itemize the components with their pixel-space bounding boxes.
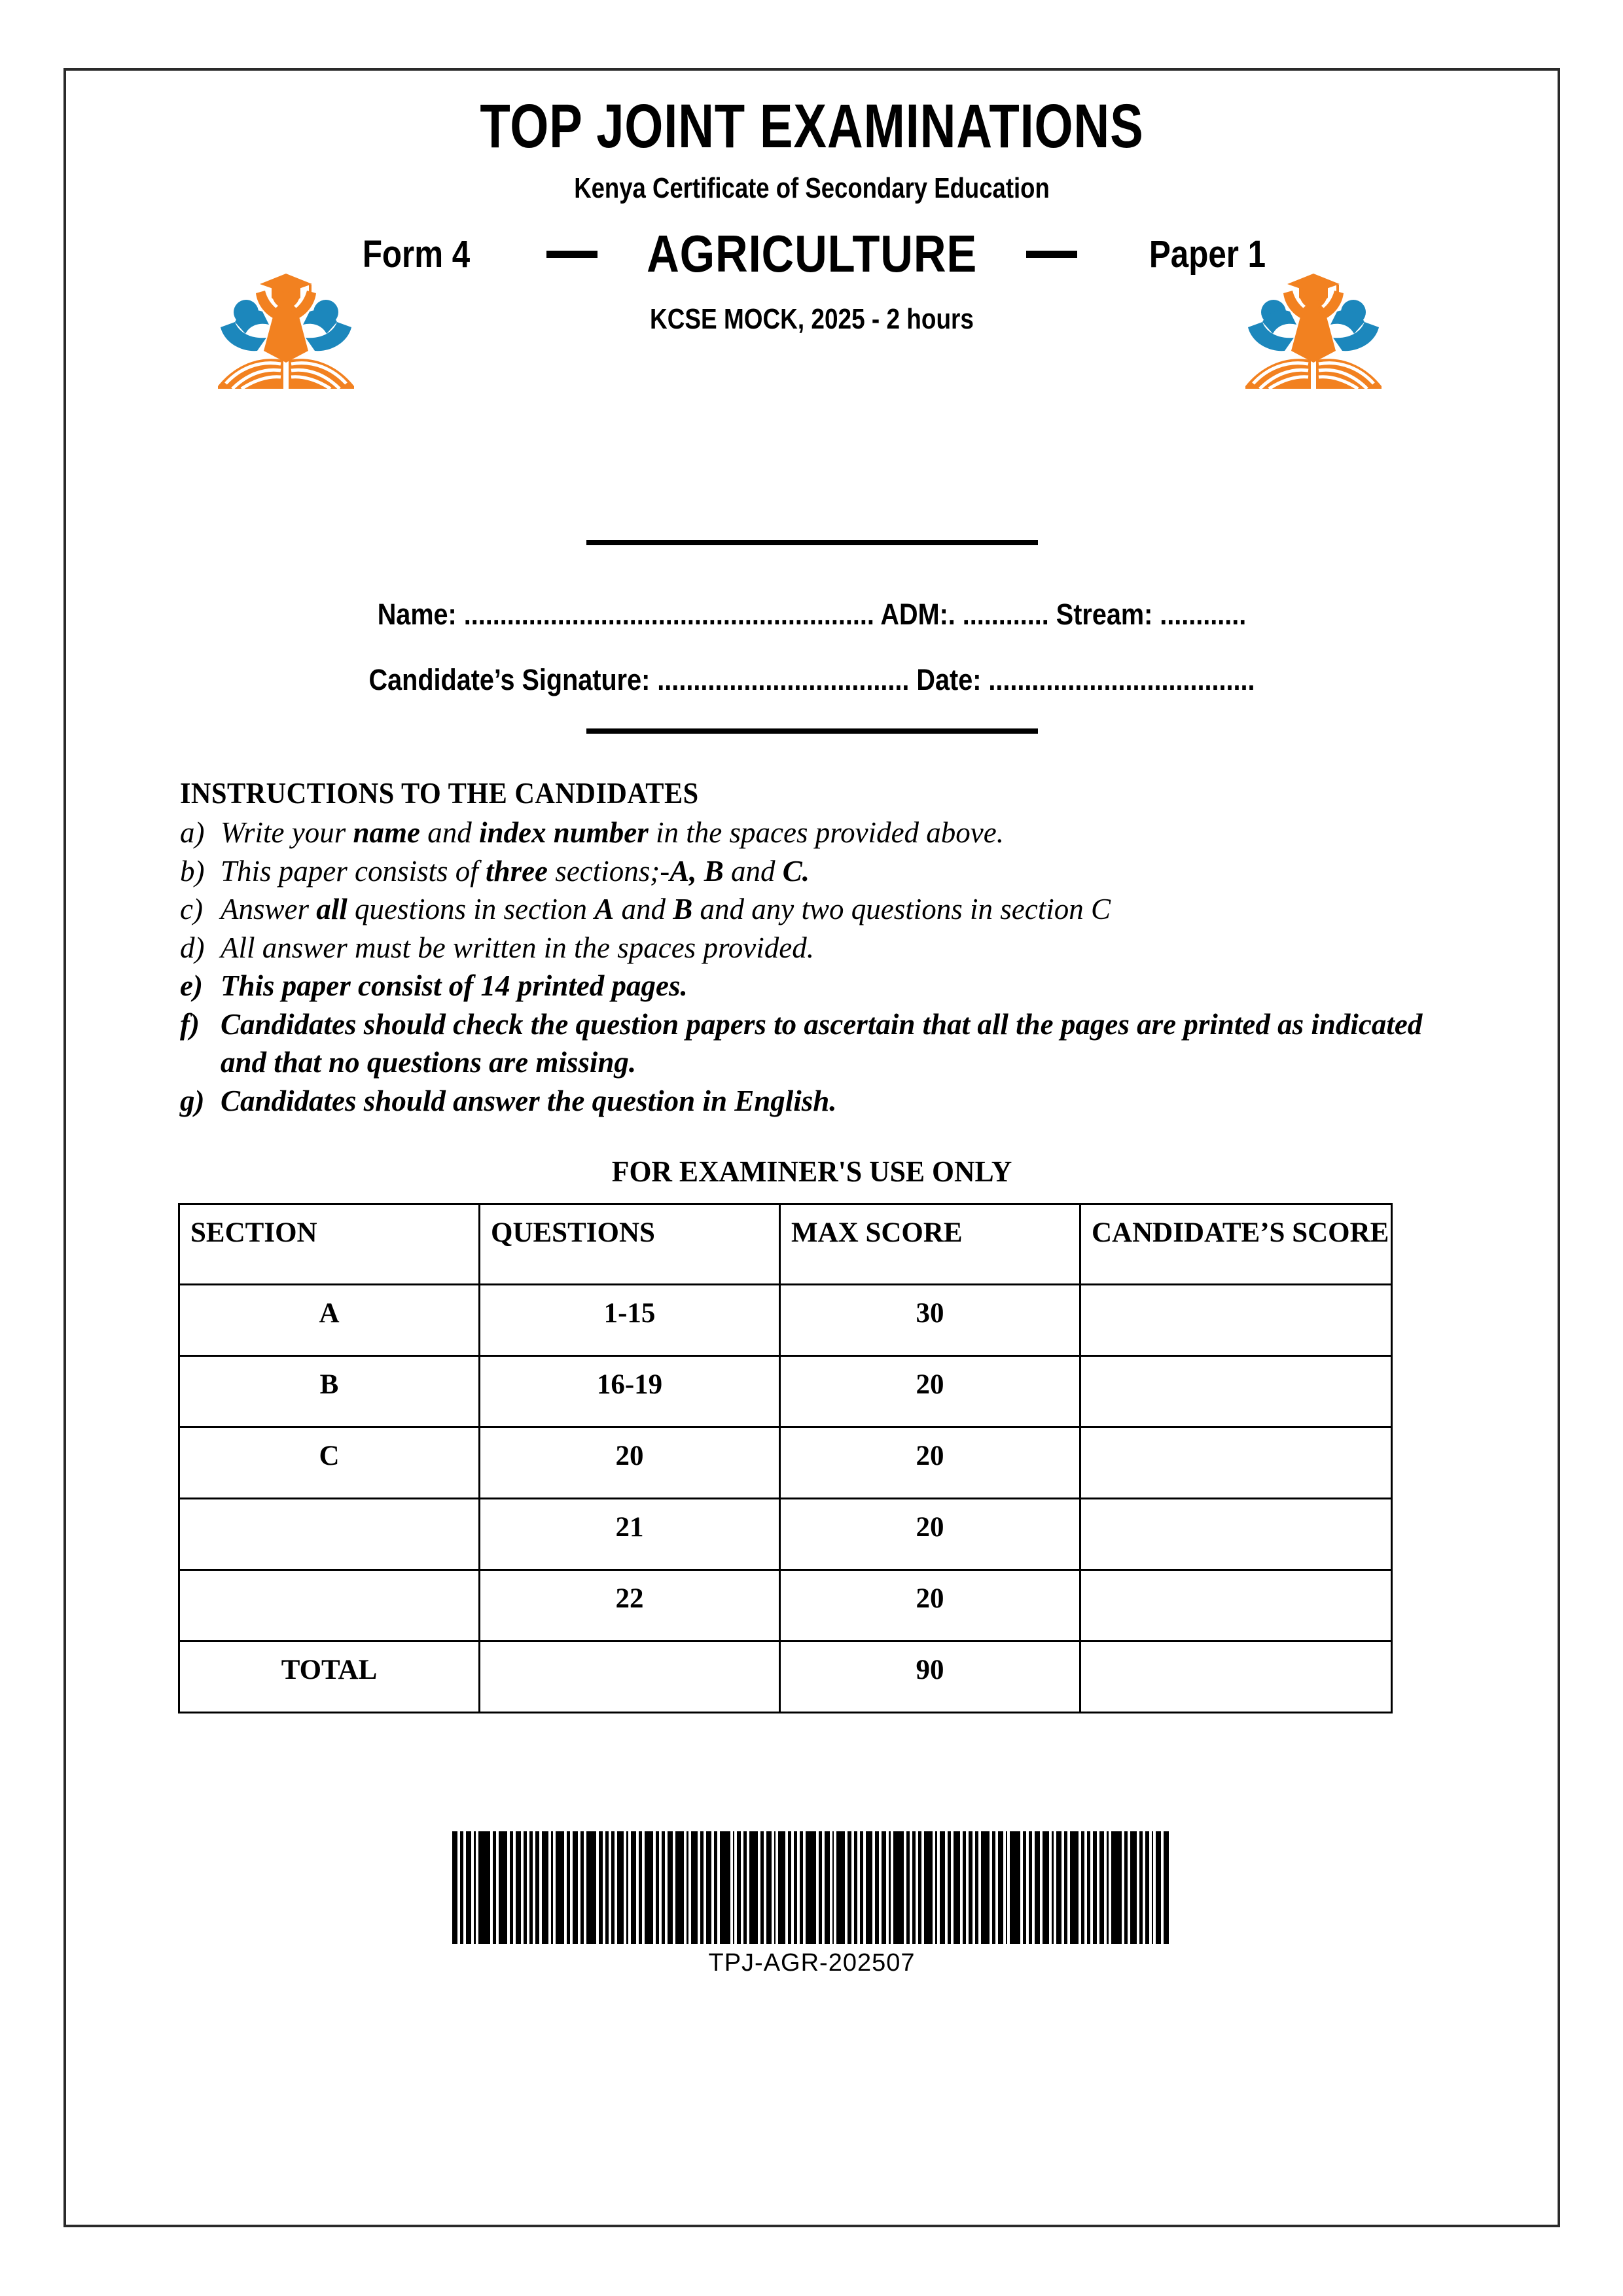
table-cell: 20 bbox=[780, 1427, 1080, 1499]
instruction-text: All answer must be written in the spaces provided. bbox=[221, 931, 814, 964]
table-row bbox=[179, 1356, 1392, 1427]
instruction-item bbox=[180, 852, 1450, 891]
candidate-score-cell[interactable] bbox=[1080, 1570, 1392, 1641]
table-row bbox=[179, 1499, 1392, 1570]
barcode-label: TPJ-AGR-202507 bbox=[708, 1949, 916, 1977]
school-logo-left bbox=[215, 264, 357, 389]
instructions-list bbox=[180, 814, 1450, 1120]
session-line: KCSE MOCK, 2025 - 2 hours bbox=[650, 303, 974, 335]
table-cell: 16-19 bbox=[480, 1356, 780, 1427]
candidate-score-cell[interactable] bbox=[1080, 1356, 1392, 1427]
table-cell: 22 bbox=[480, 1570, 780, 1641]
examiner-score-table bbox=[178, 1203, 1393, 1713]
instruction-marker: g) bbox=[180, 1084, 205, 1117]
column-header-section: SECTION bbox=[179, 1204, 480, 1285]
barcode-block bbox=[66, 1831, 1558, 1977]
form-label: Form 4 bbox=[362, 232, 471, 276]
table-cell: 21 bbox=[480, 1499, 780, 1570]
table-cell: 90 bbox=[780, 1641, 1080, 1713]
table-row bbox=[179, 1570, 1392, 1641]
instruction-marker: b) bbox=[180, 854, 205, 888]
table-cell: 20 bbox=[780, 1356, 1080, 1427]
table-cell: 20 bbox=[780, 1499, 1080, 1570]
exam-subtitle: Kenya Certificate of Secondary Education bbox=[574, 172, 1050, 204]
instruction-marker: d) bbox=[180, 931, 205, 964]
table-header-row bbox=[179, 1204, 1392, 1285]
table-cell: A bbox=[179, 1285, 480, 1356]
instruction-item bbox=[180, 1082, 1450, 1121]
instruction-text: This paper consist of 14 printed pages. bbox=[221, 969, 688, 1002]
school-logo-right bbox=[1243, 264, 1384, 389]
table-cell: 30 bbox=[780, 1285, 1080, 1356]
table-cell: 20 bbox=[780, 1570, 1080, 1641]
instruction-item bbox=[180, 967, 1450, 1005]
candidate-score-cell[interactable] bbox=[1080, 1285, 1392, 1356]
barcode-image bbox=[452, 1831, 1171, 1944]
candidate-score-cell[interactable] bbox=[1080, 1427, 1392, 1499]
instruction-marker: f) bbox=[180, 1007, 200, 1041]
examiner-table-title: FOR EXAMINER'S USE ONLY bbox=[611, 1155, 1012, 1188]
instruction-item bbox=[180, 929, 1450, 967]
table-row bbox=[179, 1641, 1392, 1713]
instruction-marker: a) bbox=[180, 816, 205, 849]
candidate-name-field[interactable]: Name: ......................................................... ADM:. ............ Stream: ............ bbox=[377, 598, 1247, 631]
dash-left-icon bbox=[546, 251, 597, 258]
table-cell: 20 bbox=[480, 1427, 780, 1499]
subject-name: AGRICULTURE bbox=[646, 224, 978, 283]
table-cell bbox=[179, 1499, 480, 1570]
dash-right-icon bbox=[1026, 251, 1077, 258]
table-cell bbox=[480, 1641, 780, 1713]
column-header-candidate-score: CANDIDATE’S SCORE bbox=[1080, 1204, 1392, 1285]
candidate-score-cell[interactable] bbox=[1080, 1499, 1392, 1570]
instruction-text: Candidates should check the question papers to ascertain that all the pages are printed as indicated and that no questions are missing. bbox=[221, 1007, 1423, 1079]
table-cell bbox=[179, 1570, 480, 1641]
column-header-max-score: MAX SCORE bbox=[780, 1204, 1080, 1285]
paper-label: Paper 1 bbox=[1149, 232, 1266, 276]
table-cell: C bbox=[179, 1427, 480, 1499]
instruction-text: This paper consists of three sections;-A, B and C. bbox=[221, 854, 810, 888]
instructions-heading: INSTRUCTIONS TO THE CANDIDATES bbox=[180, 776, 699, 810]
divider-rule-top bbox=[586, 540, 1038, 545]
table-cell: 1-15 bbox=[480, 1285, 780, 1356]
table-row bbox=[179, 1285, 1392, 1356]
instruction-marker: e) bbox=[180, 969, 203, 1002]
candidate-score-cell[interactable] bbox=[1080, 1641, 1392, 1713]
table-cell: TOTAL bbox=[179, 1641, 480, 1713]
table-cell: B bbox=[179, 1356, 480, 1427]
instruction-text: Answer all questions in section A and B and any two questions in section C bbox=[221, 893, 1111, 925]
table-row bbox=[179, 1427, 1392, 1499]
column-header-questions: QUESTIONS bbox=[480, 1204, 780, 1285]
exam-page-border bbox=[63, 68, 1560, 2227]
divider-rule-bottom bbox=[586, 728, 1038, 734]
instruction-text: Candidates should answer the question in English. bbox=[221, 1084, 837, 1117]
page-title: TOP JOINT EXAMINATIONS bbox=[480, 92, 1144, 161]
instruction-text: Write your name and index number in the spaces provided above. bbox=[221, 816, 1004, 849]
instruction-marker: c) bbox=[180, 893, 203, 925]
candidate-signature-field[interactable]: Candidate’s Signature: ................................... Date: ..................................... bbox=[368, 663, 1255, 696]
instruction-item bbox=[180, 1005, 1450, 1082]
instruction-item bbox=[180, 814, 1450, 852]
instruction-item bbox=[180, 890, 1450, 929]
